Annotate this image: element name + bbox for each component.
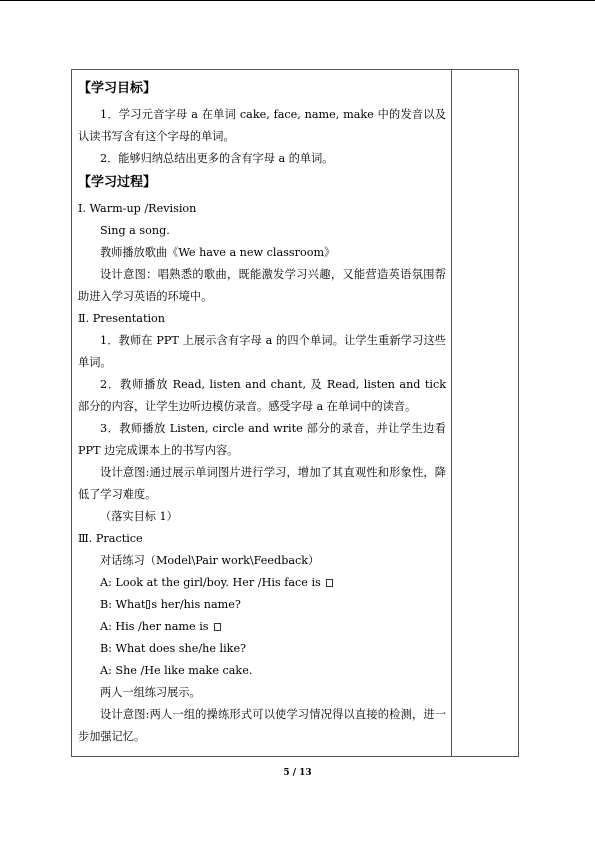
warmup-design: 设计意图：唱熟悉的歌曲，既能激发学习兴趣，又能营造英语氛围帮助进入学习英语的环境中。 [78, 268, 446, 303]
presentation-design: 设计意图:通过展示单词图片进行学习，增加了其直观性和形象性，降低了学习难度。 [78, 466, 446, 501]
presentation-item-3: 3．教师播放 Listen, circle and write 部分的录音，并让学生边看 PPT 边完成课本上的书写内容。 [78, 422, 446, 457]
heading-process: 【学习过程】 [78, 175, 157, 190]
dialog-line-2 [78, 594, 446, 616]
top-rule [0, 0, 595, 1]
practice-line-2: 两人一组练习展示。 [100, 686, 201, 699]
dialog-line-1 [78, 572, 446, 594]
dialog-line-4: B: What does she/he like? [100, 642, 247, 655]
practice-line-1: 对话练习（Model\Pair work\Feedback） [100, 554, 320, 567]
heading-goals: 【学习目标】 [78, 81, 157, 96]
dialog-text-1: A: Look at the girl/boy. Her /His face is [100, 576, 321, 589]
section-warmup-title: I. Warm-up /Revision [78, 202, 197, 215]
presentation-item-2: 2．教师播放 Read, listen and chant, 及 Read, listen and tick 部分的内容，让学生边听边模仿录音。感受字母 a 在单词中的读音。 [78, 378, 446, 413]
section-presentation-title: Ⅱ. Presentation [78, 312, 165, 325]
presentation-item-1: 1．教师在 PPT 上展示含有字母 a 的四个单词。让学生重新学习这些单词。 [78, 334, 446, 369]
goal-1: 1．学习元音字母 a 在单词 cake, face, name, make 中的发音以及认读书写含有这个字母的单词。 [78, 108, 446, 143]
lesson-content [78, 76, 446, 748]
page-number: 5 / 13 [283, 768, 312, 778]
warmup-line-1: Sing a song. [100, 224, 170, 237]
missing-glyph-box [146, 600, 150, 609]
dialog-text-2b: s her/his name? [151, 598, 241, 611]
section-practice-title: Ⅲ. Practice [78, 532, 143, 545]
dialog-text-2a: B: What [100, 598, 146, 611]
practice-design: 设计意图:两人一组的操练形式可以使学习情况得以直接的检测，进一步加强记忆。 [78, 708, 446, 743]
goal-2: 2．能够归纳总结出更多的含有字母 a 的单词。 [100, 152, 334, 165]
dialog-text-3: A: His /her name is [100, 620, 209, 633]
dialog-line-5: A: She /He like make cake. [100, 664, 253, 677]
warmup-line-2: 教师播放歌曲《We have a new classroom》 [100, 246, 336, 259]
table-column-divider [451, 69, 452, 757]
missing-glyph-box [326, 579, 333, 587]
presentation-target: （落实目标 1） [100, 510, 178, 523]
dialog-line-3 [78, 616, 446, 638]
missing-glyph-box [214, 623, 221, 631]
